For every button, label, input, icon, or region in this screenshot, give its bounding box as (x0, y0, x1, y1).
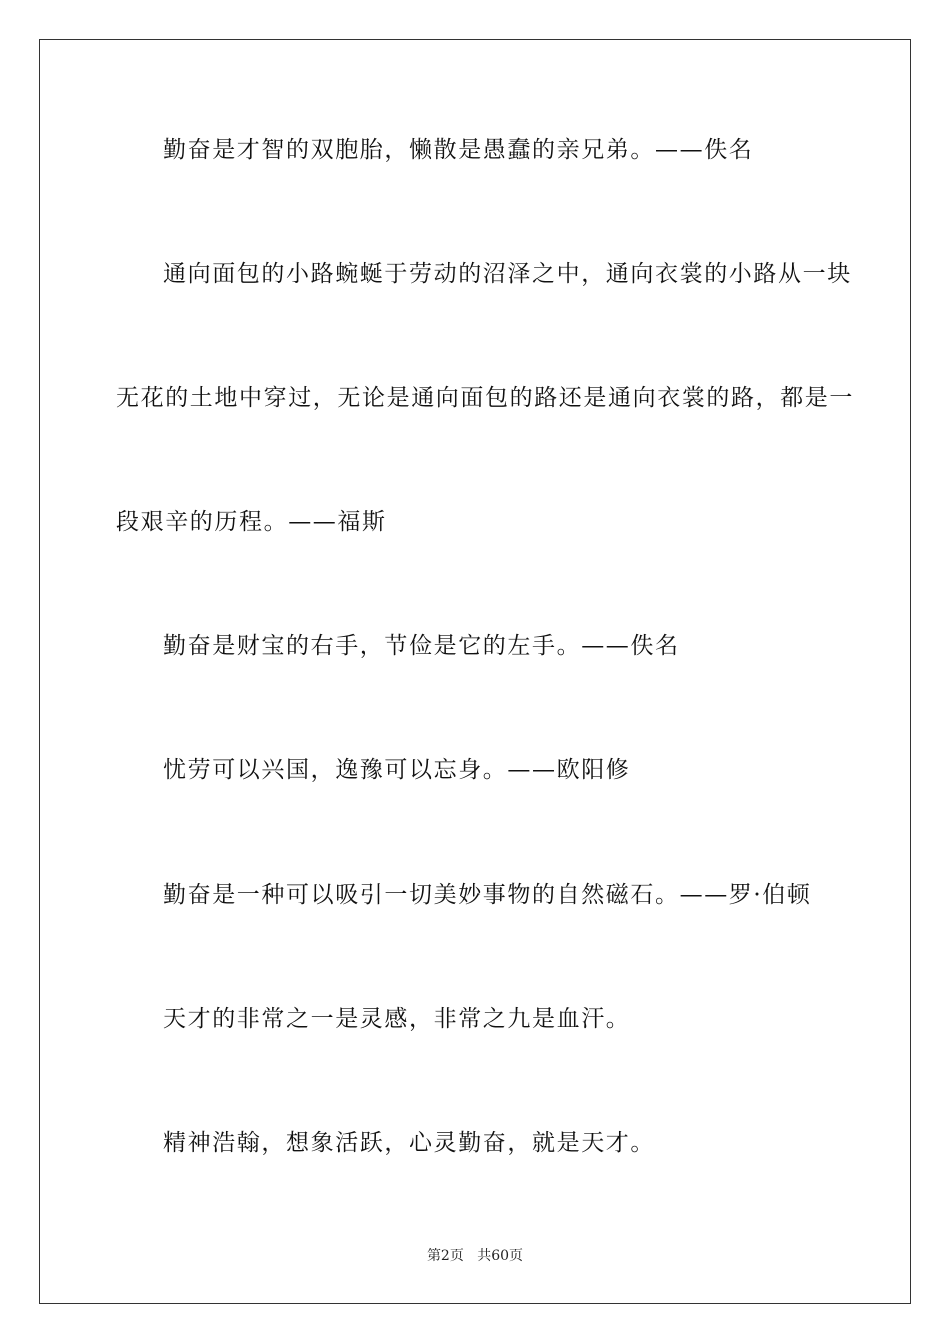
quote-paragraph-2-line-2: 无花的土地中穿过，无论是通向面包的路还是通向衣裳的路，都是一 (116, 385, 854, 411)
quote-paragraph-3-line-1: 勤奋是财宝的右手，节俭是它的左手。——佚名 (163, 633, 680, 659)
page-footer (0, 1247, 950, 1265)
quote-paragraph-7-line-1: 精神浩翰，想象活跃，心灵勤奋，就是天才。 (163, 1130, 655, 1156)
page-number: 第2页 (426, 1248, 464, 1264)
quote-paragraph-4-line-1: 忧劳可以兴国，逸豫可以忘身。——欧阳修 (163, 757, 631, 783)
quote-paragraph-1-line-1: 勤奋是才智的双胞胎，懒散是愚蠢的亲兄弟。——佚名 (163, 137, 754, 163)
total-pages: 共60页 (477, 1248, 524, 1264)
page-border (39, 39, 911, 1304)
quote-paragraph-6-line-1: 天才的非常之一是灵感，非常之九是血汗。 (163, 1006, 631, 1032)
quote-paragraph-5-line-1: 勤奋是一种可以吸引一切美妙事物的自然磁石。——罗·伯顿 (163, 882, 812, 908)
quote-paragraph-2-line-1: 通向面包的小路蜿蜒于劳动的沼泽之中，通向衣裳的小路从一块 (163, 261, 852, 287)
quote-paragraph-2-line-3: 段艰辛的历程。——福斯 (116, 509, 387, 535)
